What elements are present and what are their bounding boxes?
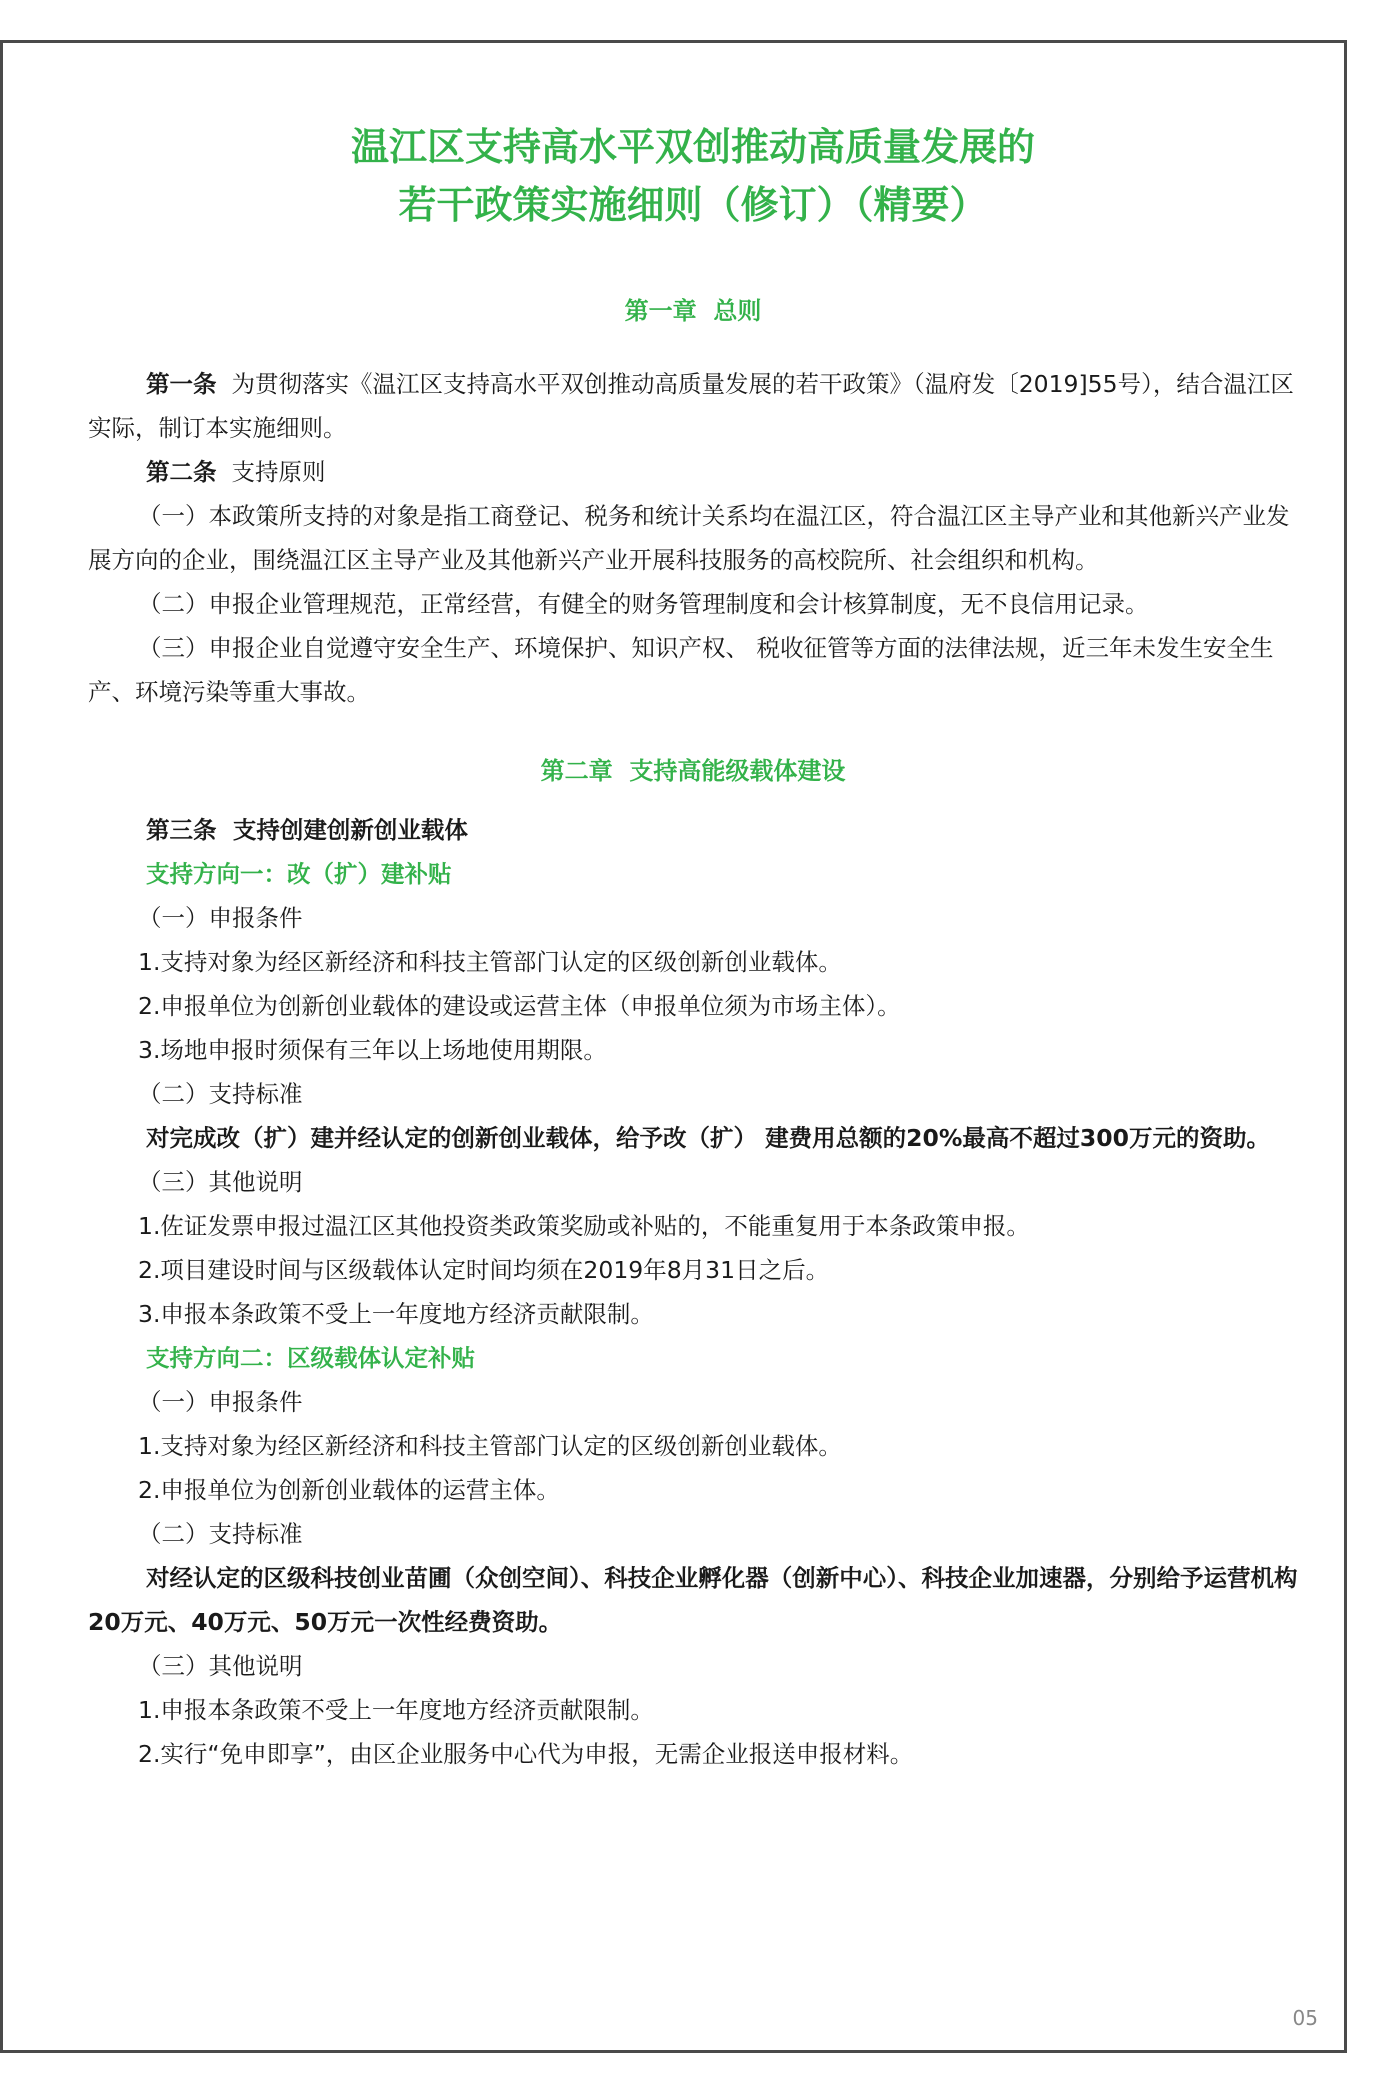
direction-1-standard-heading: （二）支持标准 xyxy=(138,1080,303,1108)
principle-1: （一）本政策所支持的对象是指工商登记、税务和统计关系均在温江区，符合温江区主导产业和其他新兴产业发展方向的企业，围绕温江区主导产业及其他新兴产业开展科技服务的高校院所、社会组织和机构。 xyxy=(88,502,1290,574)
direction-2-condition-1: 1.支持对象为经区新经济和科技主管部门认定的区级创新创业载体。 xyxy=(138,1432,842,1460)
direction-2-conditions-heading: （一）申报条件 xyxy=(138,1388,303,1416)
direction-1-condition-1: 1.支持对象为经区新经济和科技主管部门认定的区级创新创业载体。 xyxy=(138,948,842,976)
direction-2-other-1: 1.申报本条政策不受上一年度地方经济贡献限制。 xyxy=(138,1696,654,1724)
direction-2-title: 支持方向二：区级载体认定补贴 xyxy=(146,1344,475,1372)
direction-1-condition-2: 2.申报单位为创新创业载体的建设或运营主体（申报单位须为市场主体）。 xyxy=(138,992,901,1020)
direction-2-condition-2: 2.申报单位为创新创业载体的运营主体。 xyxy=(138,1476,560,1504)
direction-2-standard-text: 对经认定的区级科技创业苗圃（众创空间）、科技企业孵化器（创新中心）、科技企业加速器，分别给予运营机构20万元、40万元、50万元一次性经费资助。 xyxy=(88,1564,1298,1636)
article-2-label: 第二条 xyxy=(146,458,217,486)
article-2-text: 支持原则 xyxy=(216,458,326,486)
document-title xyxy=(88,118,1298,234)
page-number: 05 xyxy=(1292,2006,1318,2030)
direction-1-other-1: 1.佐证发票申报过温江区其他投资类政策奖励或补贴的，不能重复用于本条政策申报。 xyxy=(138,1212,1030,1240)
article-3: 第三条 支持创建创新创业载体 xyxy=(146,816,468,844)
chapter-1-heading: 第一章 总则 xyxy=(624,297,762,325)
title-line-1: 温江区支持高水平双创推动高质量发展的 xyxy=(350,125,1035,169)
direction-1-other-2: 2.项目建设时间与区级载体认定时间均须在2019年8月31日之后。 xyxy=(138,1256,830,1284)
document-body xyxy=(88,118,1298,1776)
direction-2-other-heading: （三）其他说明 xyxy=(138,1652,303,1680)
article-2 xyxy=(88,450,1298,494)
direction-1-conditions-heading: （一）申报条件 xyxy=(138,904,303,932)
direction-1-other-heading: （三）其他说明 xyxy=(138,1168,303,1196)
chapter-2-heading: 第二章 支持高能级载体建设 xyxy=(540,757,846,785)
article-1 xyxy=(88,362,1298,450)
direction-2-other-2: 2.实行“免申即享”，由区企业服务中心代为申报，无需企业报送申报材料。 xyxy=(138,1740,914,1768)
principle-3: （三）申报企业自觉遵守安全生产、环境保护、知识产权、 税收征管等方面的法律法规，近三年未发生安全生产、环境污染等重大事故。 xyxy=(88,634,1274,706)
direction-1-other-3: 3.申报本条政策不受上一年度地方经济贡献限制。 xyxy=(138,1300,654,1328)
title-line-2: 若干政策实施细则（修订）（精要） xyxy=(398,183,988,227)
direction-1-standard-text: 对完成改（扩）建并经认定的创新创业载体，给予改（扩） 建费用总额的20%最高不超过300万元的资助。 xyxy=(146,1124,1270,1152)
direction-1-title: 支持方向一：改（扩）建补贴 xyxy=(146,860,452,888)
article-1-text: 为贯彻落实《温江区支持高水平双创推动高质量发展的若干政策》（温府发〔2019]55号），结合温江区实际，制订本实施细则。 xyxy=(88,370,1294,442)
direction-2-standard-heading: （二）支持标准 xyxy=(138,1520,303,1548)
direction-1-condition-3: 3.场地申报时须保有三年以上场地使用期限。 xyxy=(138,1036,607,1064)
article-1-label: 第一条 xyxy=(146,370,217,398)
principle-2: （二）申报企业管理规范，正常经营，有健全的财务管理制度和会计核算制度，无不良信用记录。 xyxy=(138,590,1149,618)
